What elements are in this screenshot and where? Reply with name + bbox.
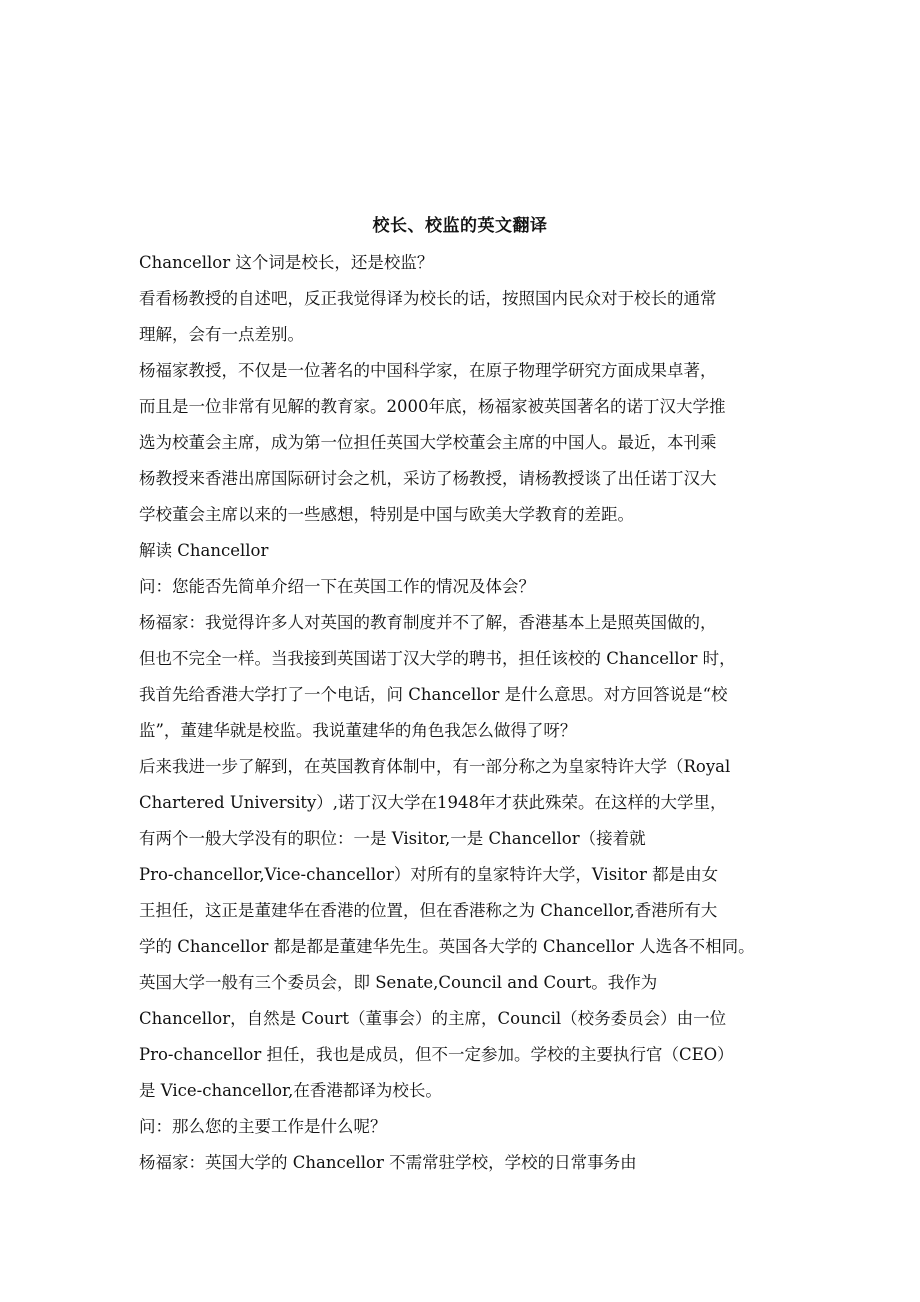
text-line: 但也不完全一样。当我接到英国诺丁汉大学的聘书，担任该校的 Chancellor 时， <box>139 649 736 668</box>
text-line: 选为校董会主席，成为第一位担任英国大学校董会主席的中国人。最近，本刊乘 <box>139 433 717 452</box>
text-line: 学校董会主席以来的一些感想，特别是中国与欧美大学教育的差距。 <box>139 505 634 524</box>
text-line: Chartered University）,诺丁汉大学在1948年才获此殊荣。在这样的大学里， <box>139 793 727 812</box>
text-line: 是 Vice-chancellor,在香港都译为校长。 <box>139 1081 442 1100</box>
text-line: Pro-chancellor,Vice-chancellor）对所有的皇家特许大学，Visitor 都是由女 <box>139 865 719 884</box>
text-line: Pro-chancellor 担任，我也是成员，但不一定参加。学校的主要执行官（CEO） <box>139 1045 734 1064</box>
text-line: 看看杨教授的自述吧，反正我觉得译为校长的话，按照国内民众对于校长的通常 <box>139 289 717 308</box>
text-line: 学的 Chancellor 都是都是董建华先生。英国各大学的 Chancellor 人选各不相同。 <box>139 937 755 956</box>
question-line: 问：您能否先简单介绍一下在英国工作的情况及体会？ <box>139 577 535 596</box>
text-line: 有两个一般大学没有的职位：一是 Visitor,一是 Chancellor（接着就 <box>139 829 646 848</box>
text-line: 理解，会有一点差别。 <box>139 325 304 344</box>
text-line: Chancellor 这个词是校长，还是校监？ <box>139 253 434 272</box>
text-line: Chancellor，自然是 Court（董事会）的主席，Council（校务委员会）由一位 <box>139 1009 727 1028</box>
text-line: 英国大学一般有三个委员会，即 Senate,Council and Court。我作为 <box>139 973 658 992</box>
text-line: 我首先给香港大学打了一个电话，问 Chancellor 是什么意思。对方回答说是“校 <box>139 685 728 704</box>
answer-line: 杨福家：我觉得许多人对英国的教育制度并不了解，香港基本上是照英国做的， <box>139 613 717 632</box>
text-line: 后来我进一步了解到，在英国教育体制中，有一部分称之为皇家特许大学（Royal <box>139 757 731 776</box>
text-line: 而且是一位非常有见解的教育家。2000年底，杨福家被英国著名的诺丁汉大学推 <box>139 397 726 416</box>
question-line: 问：那么您的主要工作是什么呢？ <box>139 1117 387 1136</box>
document-body <box>139 245 799 1181</box>
document-title: 校长、校监的英文翻译 <box>372 216 548 236</box>
text-line: 杨福家教授，不仅是一位著名的中国科学家，在原子物理学研究方面成果卓著， <box>139 361 717 380</box>
text-line: 王担任，这正是董建华在香港的位置，但在香港称之为 Chancellor,香港所有大 <box>139 901 718 920</box>
answer-line: 杨福家：英国大学的 Chancellor 不需常驻学校，学校的日常事务由 <box>139 1153 637 1172</box>
text-line: 杨教授来香港出席国际研讨会之机，采访了杨教授，请杨教授谈了出任诺丁汉大 <box>139 469 717 488</box>
section-heading: 解读 Chancellor <box>139 541 269 560</box>
text-line: 监”，董建华就是校监。我说董建华的角色我怎么做得了呀？ <box>139 721 577 740</box>
